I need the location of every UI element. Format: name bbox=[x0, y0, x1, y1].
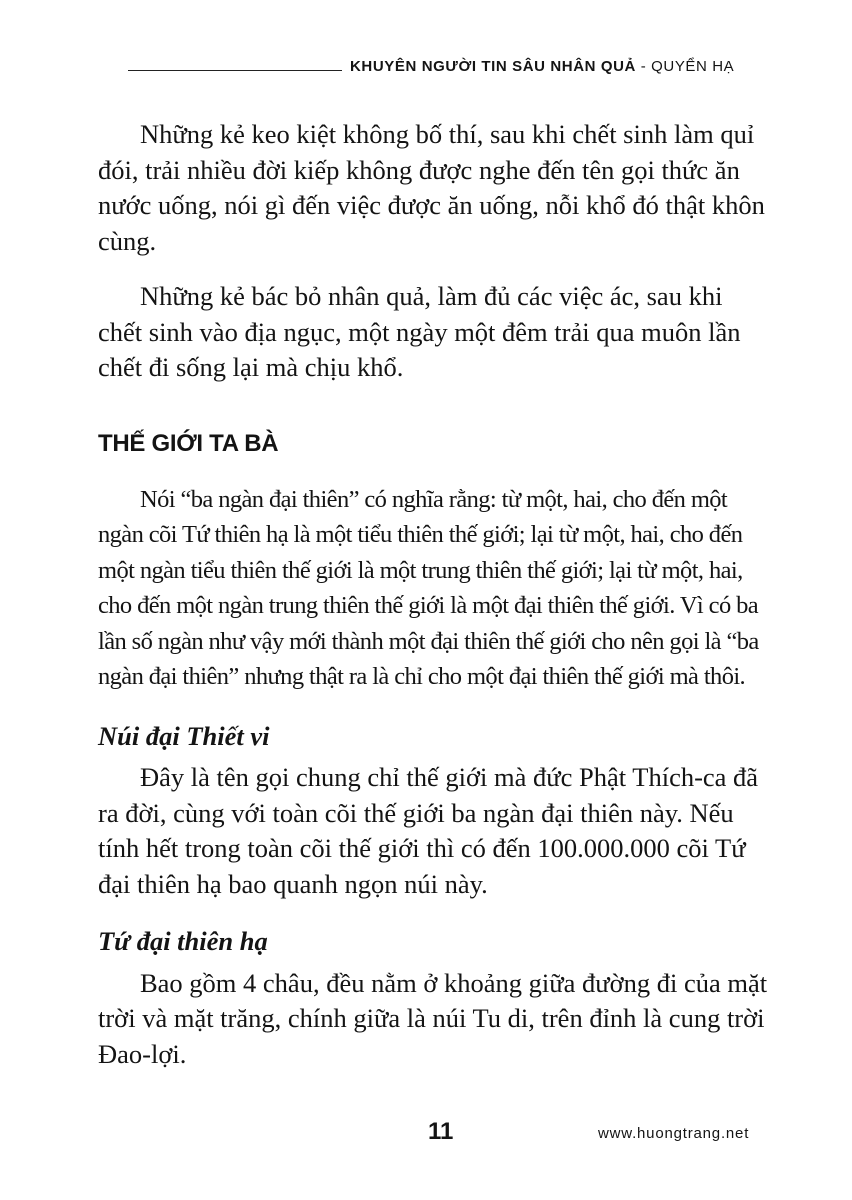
subsection-heading-2: Tứ đại thiên hạ bbox=[98, 926, 268, 956]
subsection-paragraph-2: Bao gồm 4 châu, đều nằm ở khoảng giữa đường đi của mặt trời và mặt trăng, chính giữa là núi Tu di, trên đỉnh là cung trời Đao-lợi. bbox=[98, 967, 768, 1069]
running-header bbox=[0, 58, 852, 78]
page-footer bbox=[0, 1118, 852, 1148]
intro-paragraph-1: Những kẻ keo kiệt không bố thí, sau khi chết sinh làm quỉ đói, trải nhiều đời kiếp không được nghe đến tên gọi thức ăn nước uống, nói gì đến việc được ăn uống, nỗi khổ đó thật khôn cùng. bbox=[98, 119, 765, 256]
header-rule bbox=[128, 70, 342, 71]
website-url: www.huongtrang.net bbox=[598, 1125, 750, 1142]
book-volume: QUYỂN HẠ bbox=[651, 58, 735, 75]
subsection-paragraph-1: Đây là tên gọi chung chỉ thế giới mà đức Phật Thích-ca đã ra đời, cùng với toàn cõi thế giới ba ngàn đại thiên này. Nếu tính hết trong toàn cõi thế giới thì có đến 100.000.000 cõi Tứ đại thiên hạ bao quanh ngọn núi này. bbox=[98, 762, 759, 899]
page-body bbox=[98, 117, 768, 1072]
section-paragraph: Nói “ba ngàn đại thiên” có nghĩa rằng: từ một, hai, cho đến một ngàn cõi Tứ thiên hạ là một tiểu thiên thế giới; lại từ một, hai, cho đến một ngàn tiểu thiên thế giới là một trung thiên thế giới; lại từ một, hai, cho đến một ngàn trung thiên thế giới là một đại thiên thế giới. Vì có ba lần số ngàn như vậy mới thành một đại thiên thế giới cho nên gọi là “ba ngàn đại thiên” nhưng thật ra là chỉ cho một đại thiên thế giới mà thôi. bbox=[98, 485, 759, 690]
header-separator: - bbox=[635, 58, 652, 75]
header-text bbox=[350, 58, 734, 75]
intro-paragraph-2: Những kẻ bác bỏ nhân quả, làm đủ các việc ác, sau khi chết sinh vào địa ngục, một ngày một đêm trải qua muôn lần chết đi sống lại mà chịu khổ. bbox=[98, 281, 741, 382]
page-number: 11 bbox=[428, 1118, 454, 1145]
book-title: KHUYÊN NGƯỜI TIN SÂU NHÂN QUẢ bbox=[350, 58, 636, 75]
subsection-heading-1: Núi đại Thiết vi bbox=[98, 720, 270, 751]
section-heading: THẾ GIỚI TA BÀ bbox=[98, 429, 279, 457]
